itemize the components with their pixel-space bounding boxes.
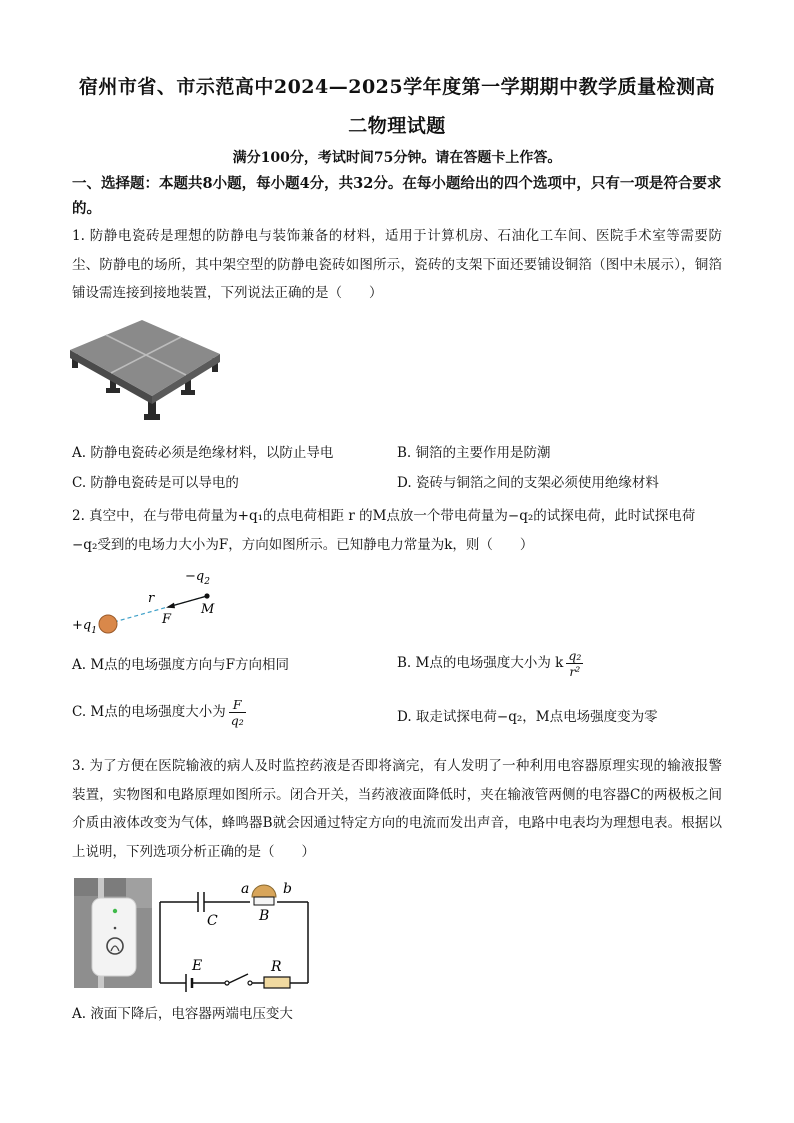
q2-option-b-fraction — [566, 648, 583, 679]
switch-blade — [229, 974, 248, 983]
buzzer — [252, 885, 276, 897]
neg-q2-sub: 2 — [204, 577, 210, 587]
svg-text:−q2 — [185, 569, 210, 587]
question-2-stem-line1: 2. 真空中，在与带电荷量为+q₁的点电荷相距 r 的M点放一个带电荷量为−q₂的试探电荷，此时试探电荷 — [72, 508, 696, 524]
question-2-stem-line2: −q₂受到的电场力大小为F，方向如图所示。已知静电力常量为k，则（ ） — [72, 537, 534, 553]
raised-floor-figure — [70, 318, 220, 428]
label-capacitor: C — [207, 913, 218, 929]
m-label: M — [201, 602, 215, 617]
q1-option-b[interactable]: B. 铜箔的主要作用是防潮 — [397, 445, 551, 461]
buzzer-base — [254, 897, 274, 905]
alarm-device-photo — [74, 878, 152, 988]
fraction-numerator: F — [229, 697, 246, 713]
label-a: a — [241, 881, 250, 897]
svg-text:+q1 — [72, 618, 97, 636]
f-label: F — [162, 612, 172, 627]
question-1-stem: 1. 防静电瓷砖是理想的防静电与装饰兼备的材料，适用于计算机房、石油化工车间、医院手术室等需要防尘、防静电的场所，其中架空型的防静电瓷砖如图所示，瓷砖的支架下面还要铺设铜箔（图中未展示），铜箔铺设需连接到接地装置，下列说法正确的是（ ） — [72, 228, 722, 301]
q2-option-b-text: B. M点的电场强度大小为 k — [397, 655, 564, 671]
label-buzzer: B — [259, 908, 270, 924]
label-b: b — [283, 881, 292, 897]
exam-info: 满分100分，考试时间75分钟。请在答题卡上作答。 — [232, 150, 562, 166]
source-charge — [99, 615, 117, 633]
switch-contact — [225, 981, 229, 985]
pos-q1-sub: 1 — [91, 626, 97, 636]
fraction-numerator: q₂ — [568, 648, 582, 663]
q2-option-c-fraction — [229, 697, 246, 728]
pos-q1-label: +q — [72, 618, 92, 633]
charge-force-figure — [70, 563, 240, 638]
q1-option-c[interactable]: C. 防静电瓷砖是可以导电的 — [72, 475, 239, 491]
page-title-line2: 二物理试题 — [348, 115, 446, 137]
section-header: 一、选择题：本题共8小题，每小题4分，共32分。在每小题给出的四个选项中，只有一项是符合要求的。 — [72, 175, 722, 217]
page-title: 宿州市省、市示范高中2024—2025学年度第一学期期中教学质量检测高 — [78, 76, 716, 98]
question-3-stem: 3. 为了方便在医院输液的病人及时监控药液是否即将滴完，有人发明了一种利用电容器原理实现的输液报警装置，实物图和电路原理如图所示。闭合开关，当药液液面降低时，夹在输液管两侧的电容器C的两极板之间介质由液体改变为气体，蜂鸣器B就会因通过特定方向的电流而发出声音，电路中电表均为理想电表。根据以上说明，下列选项分析正确的是（ ） — [72, 758, 722, 860]
label-emf: E — [192, 958, 203, 974]
test-charge-point — [204, 593, 209, 598]
label-resistor: R — [271, 959, 282, 975]
fraction-denominator: r² — [569, 664, 581, 679]
resistor — [264, 977, 290, 988]
q2-option-c-text: C. M点的电场强度大小为 — [72, 704, 226, 720]
q2-option-c[interactable] — [72, 697, 246, 728]
r-label: r — [148, 591, 155, 606]
q1-option-a[interactable]: A. 防静电瓷砖必须是绝缘材料，以防止导电 — [72, 445, 334, 461]
q1-option-d[interactable]: D. 瓷砖与铜箔之间的支架必须使用绝缘材料 — [397, 475, 659, 491]
q3-option-a[interactable]: A. 液面下降后，电容器两端电压变大 — [72, 1006, 293, 1022]
q2-option-d[interactable]: D. 取走试探电荷−q₂，M点电场强度变为零 — [397, 709, 658, 725]
fraction-denominator: q₂ — [230, 713, 244, 728]
q2-option-a[interactable]: A. M点的电场强度方向与F方向相同 — [72, 657, 290, 673]
force-arrowhead — [166, 603, 175, 609]
alarm-circuit-diagram — [152, 878, 314, 992]
q2-option-b[interactable] — [397, 648, 583, 679]
switch-contact — [248, 981, 252, 985]
neg-q2-label: −q — [185, 569, 205, 584]
